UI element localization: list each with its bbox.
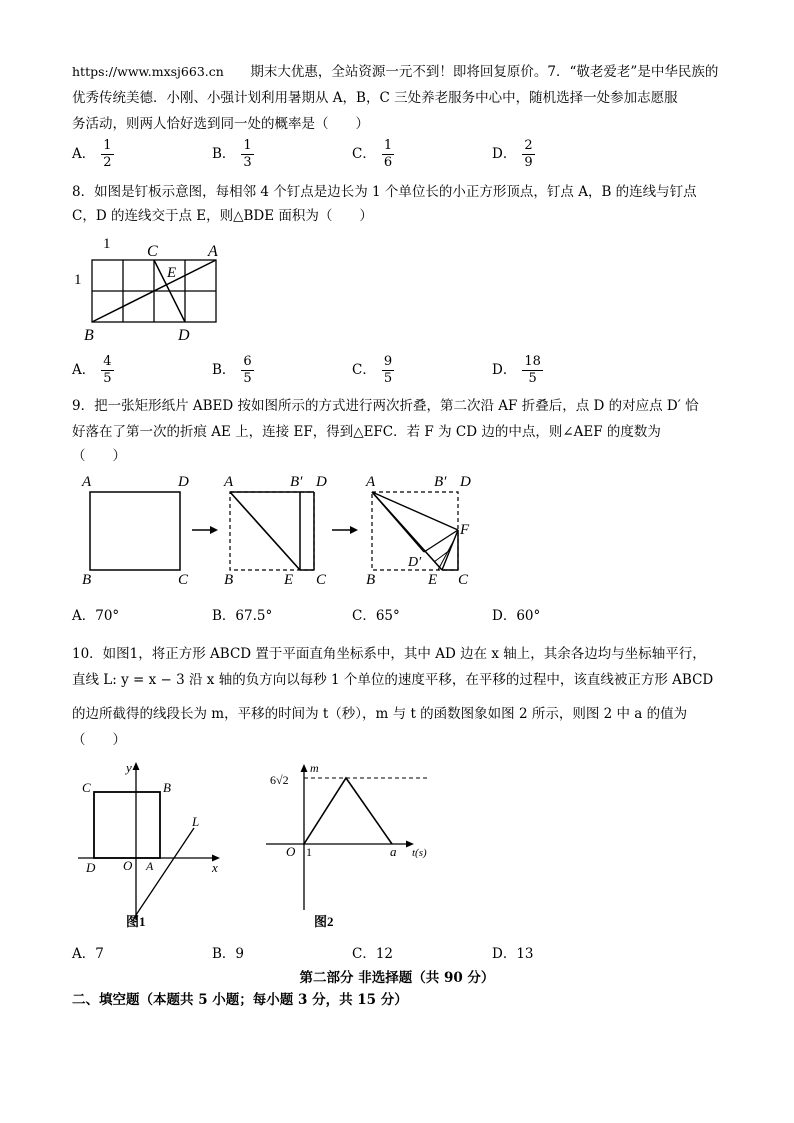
q9-f3-label-b: B [366,572,376,588]
q9-f2-label-c: C [316,572,327,588]
q9-line1: 9．把一张矩形纸片 ABED 按如图所示的方式进行两次折叠，第二次沿 AF 折叠后，点 D 的对应点 D′ 恰 [72,398,699,414]
q10-f1-label-x: x [212,860,218,875]
q8-label-c: C [147,243,158,260]
q10-figure-2 [262,758,522,932]
q9-f3-label-d: D [460,474,471,490]
q10-figure-1 [74,758,234,932]
promo-text: 期末大优惠，全站资源一元不到！即将回复原价。 [250,64,548,80]
q7-line1: 7．“敬老爱老”是中华民族的 [547,64,719,80]
q9-f1-label-d: D [178,474,189,490]
q7-option-d[interactable]: D． $\frac{2}{9}$ [492,138,533,170]
q10-f1-label-l: L [192,814,200,829]
q9-option-b[interactable]: B．67.5° [212,608,273,624]
q10-f1-label-o: O [123,858,133,873]
q10-line2: 直线 L: y = x − 3 沿 x 轴的负方向以每秒 1 个单位的速度平移，在平移的过程中，该直线被正方形 ABCD [72,672,714,688]
q7-line3: 务活动，则两人恰好选到同一处的概率是（ ） [72,116,369,132]
q8-pegboard-figure [70,232,230,348]
q9-f2-label-e: E [284,572,294,588]
q10-f1-label-c: C [82,780,91,795]
q9-option-a[interactable]: A．70° [72,608,120,624]
q10-f2-label-m: m [310,761,319,775]
q8-line2: C，D 的连线交于点 E，则△BDE 面积为（ ） [72,208,373,224]
q10-f2-label-t: t(s) [412,847,427,859]
q9-line3: （ ） [72,448,126,464]
q10-f1-label-b: B [163,780,171,795]
q9-folding-figure [78,470,478,590]
q10-line1: 10．如图1，将正方形 ABCD 置于平面直角坐标系中，其中 AD 边在 x 轴上，其余各边均与坐标轴平行， [72,646,706,662]
q10-f2-label-peak: 6√2 [270,773,289,787]
q10-f2-label-a: a [390,844,397,859]
q9-f2-label-b: B [224,572,234,588]
q10-f1-label-a: A [146,859,154,873]
q9-f3-label-e: E [428,572,438,588]
q9-f2-label-d: D [316,474,327,490]
header-line [72,62,718,82]
q9-f1-label-b: B [82,572,92,588]
q7-option-c[interactable]: C． $\frac{1}{6}$ [352,138,393,170]
part2-title: 第二部分 非选择题（共 90 分） [299,970,495,986]
q7-line2: 优秀传统美德．小刚、小强计划利用暑期从 A，B，C 三处养老服务中心中，随机选择一处参加志愿服 [72,90,678,106]
q9-f1-label-a: A [82,474,92,490]
q7-option-b[interactable]: B． $\frac{1}{3}$ [212,138,252,170]
q8-option-b[interactable]: B． $\frac{6}{5}$ [212,354,252,386]
q9-f3-label-d1: D′ [408,555,422,570]
q9-f3-label-f: F [460,522,470,538]
q8-label-d: D [178,327,190,344]
q8-option-a[interactable]: A． $\frac{4}{5}$ [72,354,112,386]
q9-f3-label-b1: B′ [434,474,447,490]
q10-f2-caption: 图2 [314,914,334,929]
q8-line1: 8．如图是钉板示意图，每相邻 4 个钉点是边长为 1 个单位长的小正方形顶点，钉点 A，B 的连线与钉点 [72,184,697,200]
q10-f2-label-o: O [286,844,296,859]
q9-arrow-1 [192,526,218,534]
q10-line3: 的边所截得的线段长为 m，平移的时间为 t（秒），m 与 t 的函数图象如图 2 所示，则图 2 中 a 的值为 [72,706,688,722]
q9-f3-label-c: C [458,572,469,588]
q10-f2-label-one: 1 [306,845,312,859]
q9-f2-label-a: A [224,474,234,490]
q8-option-c[interactable]: C． $\frac{9}{5}$ [352,354,393,386]
q10-f1-label-d: D [86,860,96,875]
q9-f1-label-c: C [178,572,189,588]
q8-option-d[interactable]: D． $\frac{18}{5}$ [492,354,541,386]
q9-f2-label-b1: B′ [290,474,303,490]
q7-option-a[interactable]: A． $\frac{1}{2}$ [72,138,112,170]
q8-left-unit-label: 1 [74,272,82,288]
q9-line2: 好落在了第一次的折痕 AE 上，连接 EF，得到△EFC．若 F 为 CD 边的中点，则∠AEF 的度数为 [72,424,661,440]
site-url[interactable]: https://www.mxsj663.cn [72,64,224,79]
q9-option-d[interactable]: D．60° [492,608,541,624]
section-fill-in-heading: 二、填空题（本题共 5 小题；每小题 3 分，共 15 分） [72,992,408,1008]
q10-option-d[interactable]: D．13 [492,946,534,962]
q10-option-c[interactable]: C．12 [352,946,394,962]
q9-option-c[interactable]: C．65° [352,608,400,624]
q10-f1-caption: 图1 [126,914,146,929]
q8-label-a: A [208,243,218,260]
q8-label-b: B [84,327,94,344]
q8-label-e: E [167,265,177,281]
q10-line4: （ ） [72,732,126,748]
q9-f3-label-a: A [366,474,376,490]
q8-top-unit-label: 1 [103,236,111,252]
q10-option-a[interactable]: A．7 [72,946,104,962]
q9-arrow-2 [332,526,358,534]
q10-option-b[interactable]: B．9 [212,946,245,962]
q10-f1-label-y: y [126,760,132,775]
